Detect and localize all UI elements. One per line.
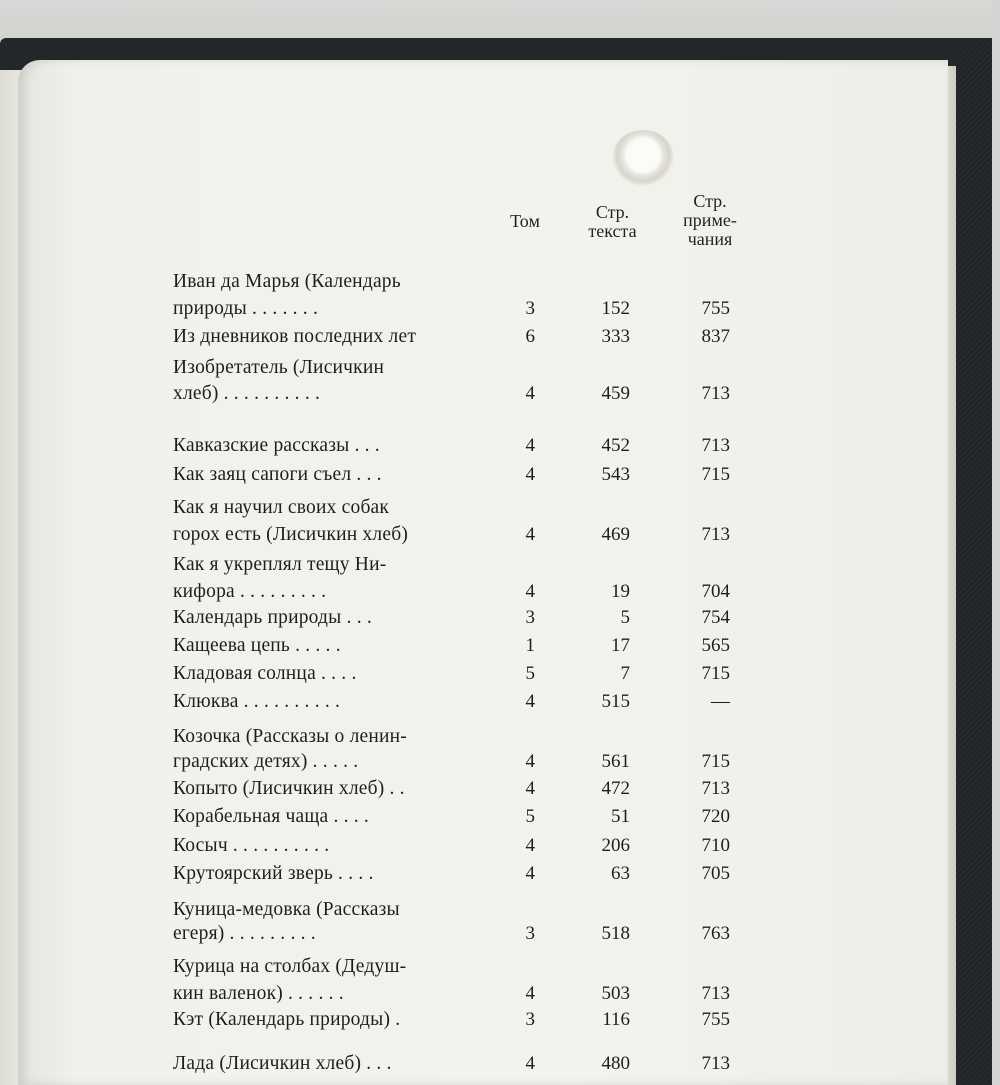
- entry-text-page: 452: [601, 435, 630, 456]
- entry-notes-page: 755: [701, 298, 730, 319]
- entry-title: Кэт (Календарь природы) .: [173, 1009, 401, 1030]
- header-tom: Том: [510, 211, 540, 231]
- entry-title: Козочка (Рассказы о ленин-: [173, 726, 407, 747]
- table-row: [0, 521, 1000, 550]
- entry-volume: 4: [525, 524, 535, 545]
- entry-notes-page: 713: [701, 778, 730, 799]
- entry-notes-page: 565: [701, 635, 730, 656]
- entry-notes-page: 705: [701, 863, 730, 884]
- entry-notes-page: 755: [701, 1009, 730, 1030]
- table-row: [0, 775, 1000, 804]
- table-row: [0, 632, 1000, 661]
- entry-notes-page: 763: [701, 923, 730, 944]
- entry-notes-page: 715: [701, 663, 730, 684]
- entry-title: Копыто (Лисичкин хлеб) . .: [173, 778, 405, 799]
- entry-text-page: 63: [611, 863, 630, 884]
- table-row: [0, 354, 1000, 383]
- entry-text-page: 561: [601, 751, 630, 772]
- entry-title: горох есть (Лисичкин хлеб): [173, 524, 409, 545]
- entry-notes-page: 704: [701, 581, 730, 602]
- table-row: [0, 551, 1000, 580]
- table-row: [0, 860, 1000, 889]
- entry-notes-page: 715: [701, 751, 730, 772]
- entry-text-page: 472: [601, 778, 630, 799]
- entry-volume: 4: [525, 983, 535, 1004]
- entry-text-page: 469: [601, 524, 630, 545]
- entry-text-page: 17: [611, 635, 630, 656]
- entry-volume: 4: [525, 751, 535, 772]
- entry-volume: 4: [525, 778, 535, 799]
- entry-volume: 4: [525, 435, 535, 456]
- entry-volume: 6: [525, 326, 535, 347]
- table-row: [0, 268, 1000, 297]
- table-row: [0, 604, 1000, 633]
- header-str-notes: Стр. приме- чания: [683, 191, 737, 249]
- entry-volume: 3: [525, 1009, 535, 1030]
- entry-text-page: 518: [601, 923, 630, 944]
- entry-text-page: 7: [620, 663, 630, 684]
- table-row: [0, 295, 1000, 324]
- entry-text-page: 503: [601, 983, 630, 1004]
- entry-title: Из дневников последних лет: [173, 326, 417, 347]
- entry-notes-page: 713: [701, 1053, 730, 1074]
- entry-text-page: 333: [601, 326, 630, 347]
- table-row: [0, 494, 1000, 523]
- entry-text-page: 543: [601, 464, 630, 485]
- table-row: [0, 953, 1000, 982]
- entry-title: Как заяц сапоги съел . . .: [173, 464, 382, 485]
- entry-volume: 3: [525, 298, 535, 319]
- table-row: [0, 688, 1000, 717]
- entry-text-page: 480: [601, 1053, 630, 1074]
- entry-title: Как я научил своих собак: [173, 497, 390, 518]
- entry-text-page: 206: [601, 835, 630, 856]
- entry-title: кин валенок) . . . . . .: [173, 983, 344, 1004]
- entry-title: кифора . . . . . . . . .: [173, 581, 327, 602]
- entry-volume: 5: [525, 663, 535, 684]
- entry-notes-page: 710: [701, 835, 730, 856]
- entry-volume: 4: [525, 464, 535, 485]
- entry-notes-page: 713: [701, 983, 730, 1004]
- entry-notes-page: 713: [701, 435, 730, 456]
- entry-notes-page: 837: [701, 326, 730, 347]
- entry-volume: 4: [525, 1053, 535, 1074]
- table-row: [0, 380, 1000, 409]
- entry-text-page: 459: [601, 383, 630, 404]
- entry-volume: 4: [525, 863, 535, 884]
- entry-title: Курица на столбах (Дедуш-: [173, 956, 407, 977]
- entry-volume: 4: [525, 383, 535, 404]
- entry-text-page: 515: [601, 691, 630, 712]
- page-hole: [612, 130, 674, 186]
- table-row: [0, 432, 1000, 461]
- entry-title: Кладовая солнца . . . .: [173, 663, 357, 684]
- table-row: [0, 461, 1000, 490]
- entry-volume: 3: [525, 923, 535, 944]
- entry-title: Лада (Лисичкин хлеб) . . .: [173, 1053, 392, 1074]
- entry-title: Куница-медовка (Рассказы: [173, 899, 400, 920]
- entry-title: природы . . . . . . .: [173, 298, 319, 319]
- entry-title: хлеб) . . . . . . . . . .: [173, 383, 321, 404]
- entry-title: Кавказские рассказы . . .: [173, 435, 380, 456]
- entry-volume: 3: [525, 607, 535, 628]
- entry-text-page: 5: [620, 607, 630, 628]
- entry-notes-page: —: [711, 691, 730, 712]
- entry-title: егеря) . . . . . . . . .: [173, 923, 316, 944]
- entry-title: Как я укреплял тещу Ни-: [173, 554, 387, 575]
- entry-title: Крутоярский зверь . . . .: [173, 863, 374, 884]
- entry-notes-page: 754: [701, 607, 730, 628]
- entry-title: Корабельная чаща . . . .: [173, 806, 370, 827]
- header-str-text: Стр. текста: [588, 202, 637, 241]
- entry-title: Клюква . . . . . . . . . .: [173, 691, 341, 712]
- table-row: [0, 832, 1000, 861]
- entry-notes-page: 713: [701, 524, 730, 545]
- entry-title: Иван да Марья (Календарь: [173, 271, 401, 292]
- entry-text-page: 51: [611, 806, 630, 827]
- table-row: [0, 980, 1000, 1009]
- table-row: [0, 578, 1000, 607]
- entry-text-page: 116: [602, 1009, 630, 1030]
- table-row: [0, 660, 1000, 689]
- table-row: [0, 920, 1000, 949]
- table-row: [0, 1006, 1000, 1035]
- entry-title: Календарь природы . . .: [173, 607, 372, 628]
- entry-title: Кащеева цепь . . . . .: [173, 635, 341, 656]
- entry-notes-page: 713: [701, 383, 730, 404]
- entry-notes-page: 720: [701, 806, 730, 827]
- table-row: [0, 1050, 1000, 1079]
- entry-title: Косыч . . . . . . . . . .: [173, 835, 330, 856]
- entry-volume: 5: [525, 806, 535, 827]
- entry-volume: 4: [525, 835, 535, 856]
- entry-volume: 4: [525, 581, 535, 602]
- entry-notes-page: 715: [701, 464, 730, 485]
- table-row: [0, 323, 1000, 352]
- entry-text-page: 152: [601, 298, 630, 319]
- table-row: [0, 803, 1000, 832]
- entry-text-page: 19: [611, 581, 630, 602]
- entry-volume: 1: [525, 635, 535, 656]
- table-row: [0, 748, 1000, 777]
- entry-title: Изобретатель (Лисичкин: [173, 357, 385, 378]
- entry-title: градских детях) . . . . .: [173, 751, 359, 772]
- entry-volume: 4: [525, 691, 535, 712]
